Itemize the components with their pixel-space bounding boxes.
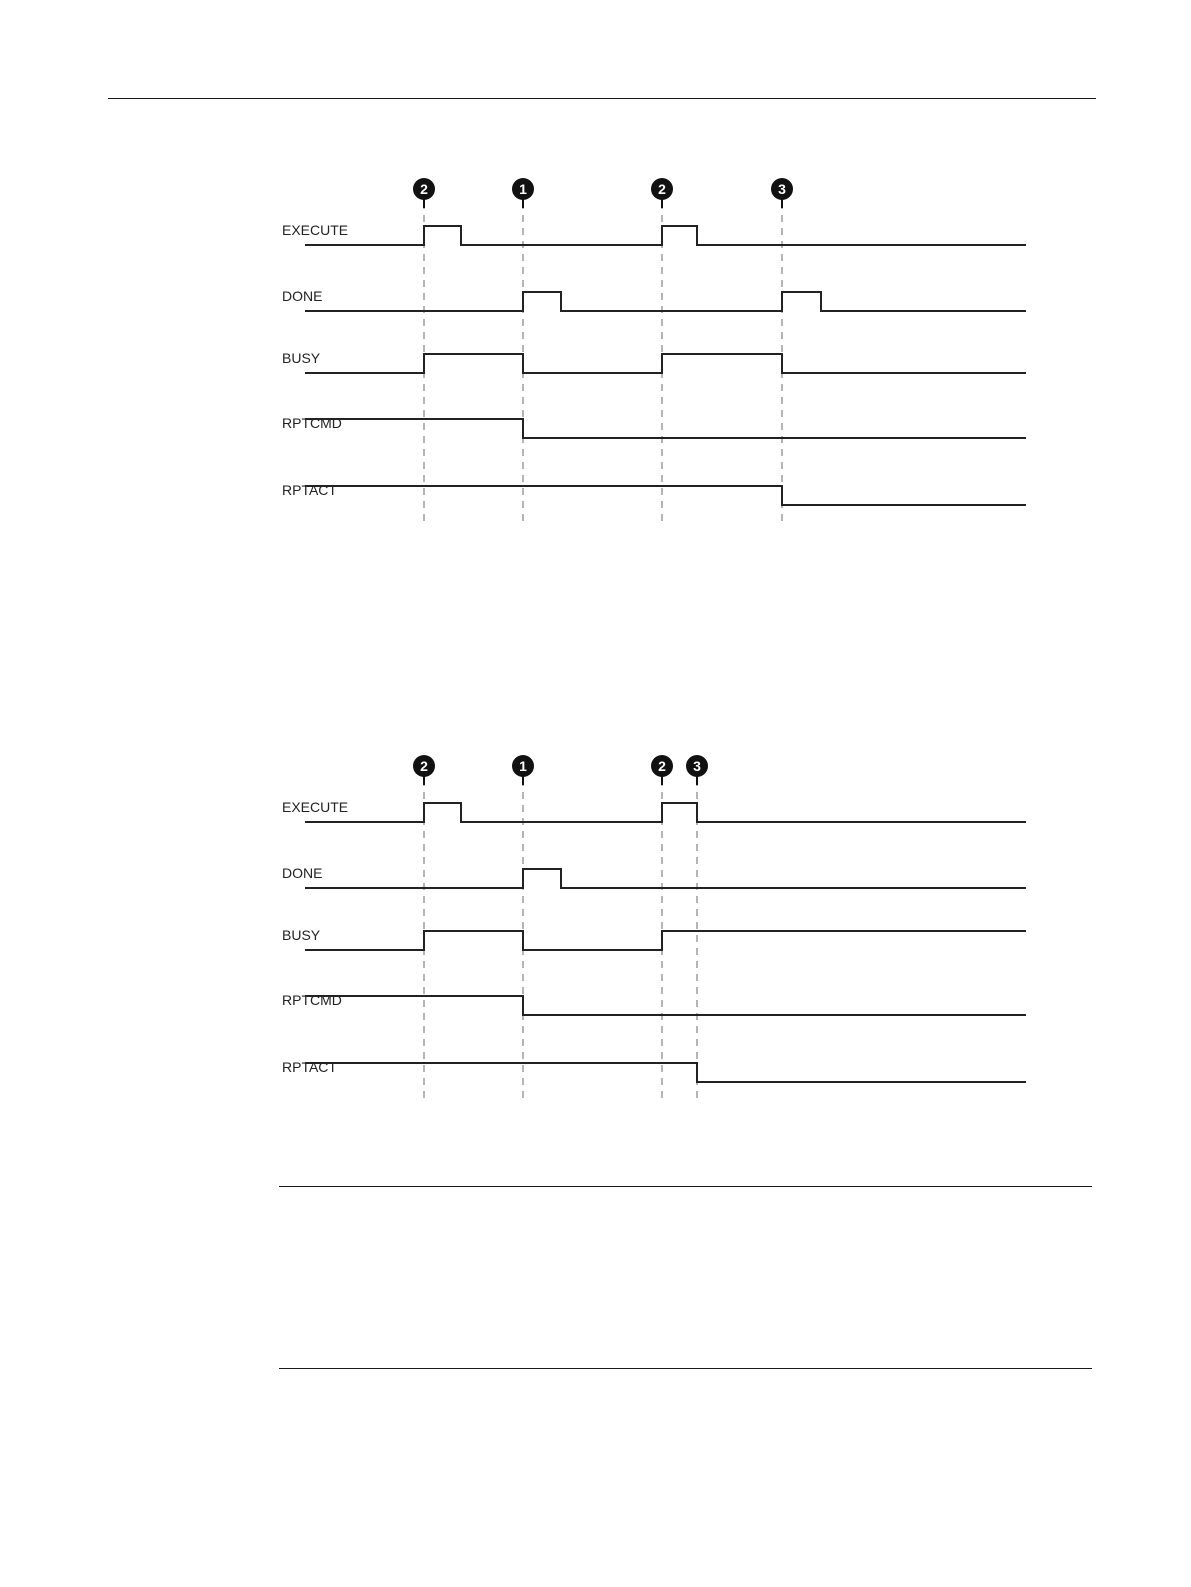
signal-waveform-execute — [305, 226, 1026, 245]
signal-label-execute: EXECUTE — [282, 222, 349, 238]
svg-text:3: 3 — [693, 758, 701, 774]
signal-waveform-busy — [305, 354, 1026, 373]
signal-waveform-rptact — [305, 1063, 1026, 1082]
signal-waveform-busy — [305, 931, 1026, 950]
section-rule-lower — [279, 1368, 1092, 1369]
signal-label-busy: BUSY — [282, 927, 321, 943]
signal-waveform-done — [305, 869, 1026, 888]
signal-label-rptcmd: RPTCMD — [282, 415, 342, 431]
svg-text:1: 1 — [519, 758, 527, 774]
svg-text:2: 2 — [420, 758, 428, 774]
signal-waveform-rptcmd — [305, 419, 1026, 438]
signal-waveform-rptcmd — [305, 996, 1026, 1015]
marker-3-badge — [686, 755, 708, 785]
svg-text:2: 2 — [658, 181, 666, 197]
marker-2-badge — [413, 755, 435, 785]
svg-text:2: 2 — [420, 181, 428, 197]
signal-label-done: DONE — [282, 865, 323, 881]
signal-label-busy: BUSY — [282, 350, 321, 366]
header-rule — [108, 98, 1096, 99]
section-rule-upper — [279, 1186, 1092, 1187]
marker-1-badge — [512, 178, 534, 208]
signal-label-rptcmd: RPTCMD — [282, 992, 342, 1008]
marker-2-badge — [651, 755, 673, 785]
marker-3-badge — [771, 178, 793, 208]
svg-text:1: 1 — [519, 181, 527, 197]
timing-diagram-2 — [0, 747, 1191, 1127]
svg-text:3: 3 — [778, 181, 786, 197]
marker-2-badge — [413, 178, 435, 208]
marker-1-badge — [512, 755, 534, 785]
signal-waveform-rptact — [305, 486, 1026, 505]
signal-waveform-execute — [305, 803, 1026, 822]
signal-label-rptact: RPTACT — [282, 1059, 337, 1075]
signal-label-execute: EXECUTE — [282, 799, 349, 815]
signal-label-rptact: RPTACT — [282, 482, 337, 498]
marker-2-badge — [651, 178, 673, 208]
signal-waveform-done — [305, 292, 1026, 311]
svg-text:2: 2 — [658, 758, 666, 774]
timing-diagram-1 — [0, 170, 1191, 550]
signal-label-done: DONE — [282, 288, 323, 304]
